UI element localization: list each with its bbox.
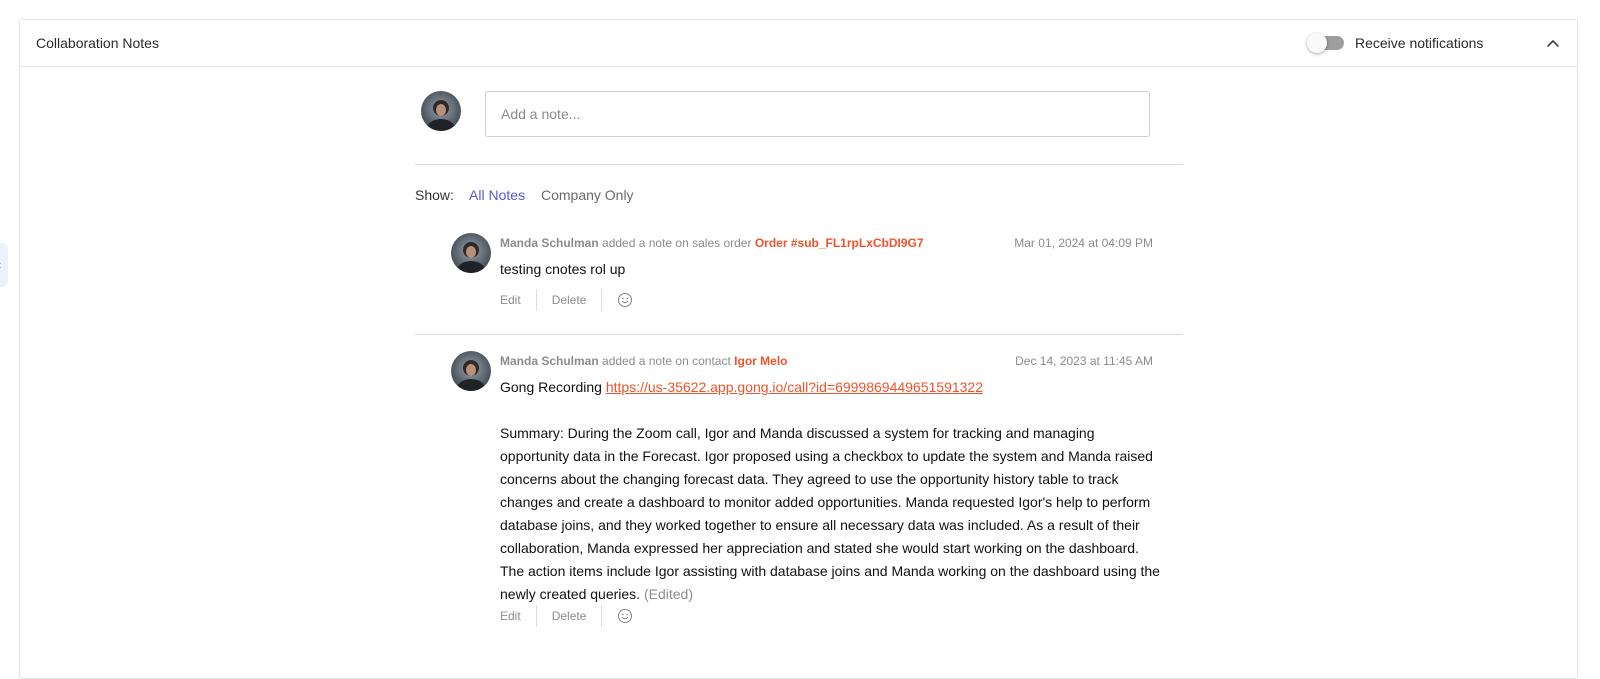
chevron-left-icon xyxy=(0,257,1,273)
recording-url-link[interactable]: https://us-35622.app.gong.io/call?id=6999869449651591322 xyxy=(605,379,984,395)
smiley-icon[interactable] xyxy=(617,292,633,308)
note-recording-label: Gong Recording xyxy=(500,379,602,395)
note-actions xyxy=(500,289,633,311)
filter-label: Show: xyxy=(415,187,454,203)
note-actions xyxy=(500,605,633,627)
action-separator xyxy=(536,605,537,627)
side-panel-tab[interactable] xyxy=(0,243,8,287)
note-date: Mar 01, 2024 at 04:09 PM xyxy=(1014,236,1153,250)
composer-divider xyxy=(415,164,1183,165)
notifications-label: Receive notifications xyxy=(1355,35,1484,51)
delete-button[interactable]: Delete xyxy=(551,609,587,623)
action-separator xyxy=(601,289,602,311)
filter-company-only[interactable]: Company Only xyxy=(540,187,634,203)
action-separator xyxy=(536,289,537,311)
note-text: testing cnotes rol up xyxy=(500,261,626,277)
smiley-icon[interactable] xyxy=(617,608,633,624)
note-target-link[interactable]: Order #sub_FL1rpLxCbDI9G7 xyxy=(754,236,924,250)
notes-filter xyxy=(415,187,646,203)
edited-label: (Edited) xyxy=(643,586,693,602)
panel-header xyxy=(20,20,1577,67)
add-note-input[interactable] xyxy=(485,91,1150,137)
note-item xyxy=(415,351,1183,651)
edit-button[interactable]: Edit xyxy=(500,293,521,307)
note-meta xyxy=(500,354,788,368)
author-avatar xyxy=(451,233,491,273)
edit-button[interactable]: Edit xyxy=(500,609,521,623)
filter-all-notes[interactable]: All Notes xyxy=(469,187,526,203)
collaboration-notes-panel xyxy=(19,19,1578,679)
note-action-text: added a note on sales order xyxy=(602,236,752,250)
chevron-up-icon[interactable] xyxy=(1543,33,1563,53)
panel-title: Collaboration Notes xyxy=(36,35,159,51)
delete-button[interactable]: Delete xyxy=(551,293,587,307)
action-separator xyxy=(601,605,602,627)
current-user-avatar xyxy=(421,91,461,131)
toggle-knob xyxy=(1307,33,1327,53)
note-target-link[interactable]: Igor Melo xyxy=(734,354,788,368)
note-body xyxy=(500,376,1160,606)
note-meta xyxy=(500,236,924,250)
note-author: Manda Schulman xyxy=(500,236,599,250)
note-date: Dec 14, 2023 at 11:45 AM xyxy=(1015,354,1153,368)
note-body xyxy=(500,258,1160,281)
notifications-toggle[interactable] xyxy=(1310,36,1344,50)
note-author: Manda Schulman xyxy=(500,354,599,368)
note-action-text: added a note on contact xyxy=(602,354,731,368)
note-summary xyxy=(500,422,1160,606)
blank-line xyxy=(500,399,1160,422)
author-avatar xyxy=(451,351,491,391)
note-recording-line xyxy=(500,376,1160,399)
note-summary-text: Summary: During the Zoom call, Igor and Manda discussed a system for tracking and managing opportunity data in the Forecast. Igor proposed using a checkbox to update the system and Manda raised concerns about the changing forecast data. They agreed to use the opportunity history table to track changes and create a dashboard to monitor added opportunities. Manda requested Igor's help to perform database joins, and they worked together to ensure all necessary data was included. As a result of their collaboration, Manda expressed her appreciation and stated she would start working on the dashboard. The action items include Igor assisting with database joins and Manda working on the dashboard using the newly created queries. xyxy=(500,425,1160,602)
note-item xyxy=(415,233,1183,333)
note-divider xyxy=(415,334,1183,335)
